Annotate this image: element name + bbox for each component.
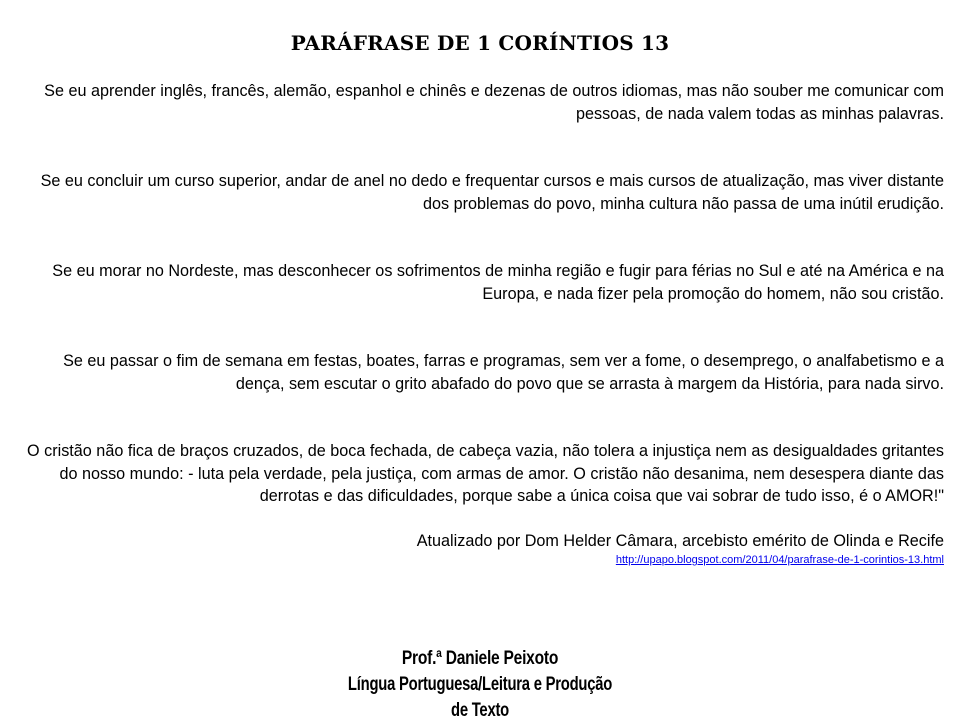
text-body (16, 80, 944, 568)
paragraph-spacer (16, 508, 944, 530)
paragraph-spacer (16, 305, 944, 350)
paragraph-2: Se eu concluir um curso superior, andar de anel no dedo e frequentar cursos e mais cursos de atualização, mas viver distante dos problemas do povo, minha cultura não passa de uma inútil erudição. (40, 172, 944, 213)
paragraph-1: Se eu aprender inglês, francês, alemão, espanhol e chinês e dezenas de outros idiomas, mas não souber me comunicar com pessoas, de nada valem todas as minhas palavras. (44, 82, 944, 123)
paragraph-5: O cristão não fica de braços cruzados, de boca fechada, de cabeça vazia, não tolera a injustiça nem as desigualdades gritantes do nosso mundo: - luta pela verdade, pela justiça, com armas de amor. O cristão não desanima, nem desespera diante das derrotas e das dificuldades, porque sabe a única coisa que vai sobrar de tudo isso, é o AMOR!" (27, 442, 944, 505)
source-link[interactable]: http://upapo.blogspot.com/2011/04/parafrase-de-1-corintios-13.html (615, 554, 944, 566)
signature-block (300, 646, 660, 724)
signature-subject: Língua Portuguesa/Leitura e Produção de Texto (347, 674, 613, 721)
paragraph-spacer (16, 395, 944, 440)
paragraph-3: Se eu morar no Nordeste, mas desconhecer os sofrimentos de minha região e fugir para férias no Sul e até na América e na Europa, e nada fizer pela promoção do homem, não sou cristão. (52, 262, 944, 303)
paragraph-spacer (16, 215, 944, 260)
attribution-text: Atualizado por Dom Helder Câmara, arcebisto emérito de Olinda e Recife (416, 531, 944, 550)
page-title: PARÁFRASE DE 1 CORÍNTIOS 13 (290, 31, 670, 55)
paragraph-spacer (16, 125, 944, 170)
paragraph-4: Se eu passar o fim de semana em festas, boates, farras e programas, sem ver a fome, o desemprego, o analfabetismo e a dença, sem escutar o grito abafado do povo que se arrasta à margem da História, para nada sirvo. (63, 352, 944, 393)
signature-name: Prof.ª Daniele Peixoto (401, 648, 559, 669)
